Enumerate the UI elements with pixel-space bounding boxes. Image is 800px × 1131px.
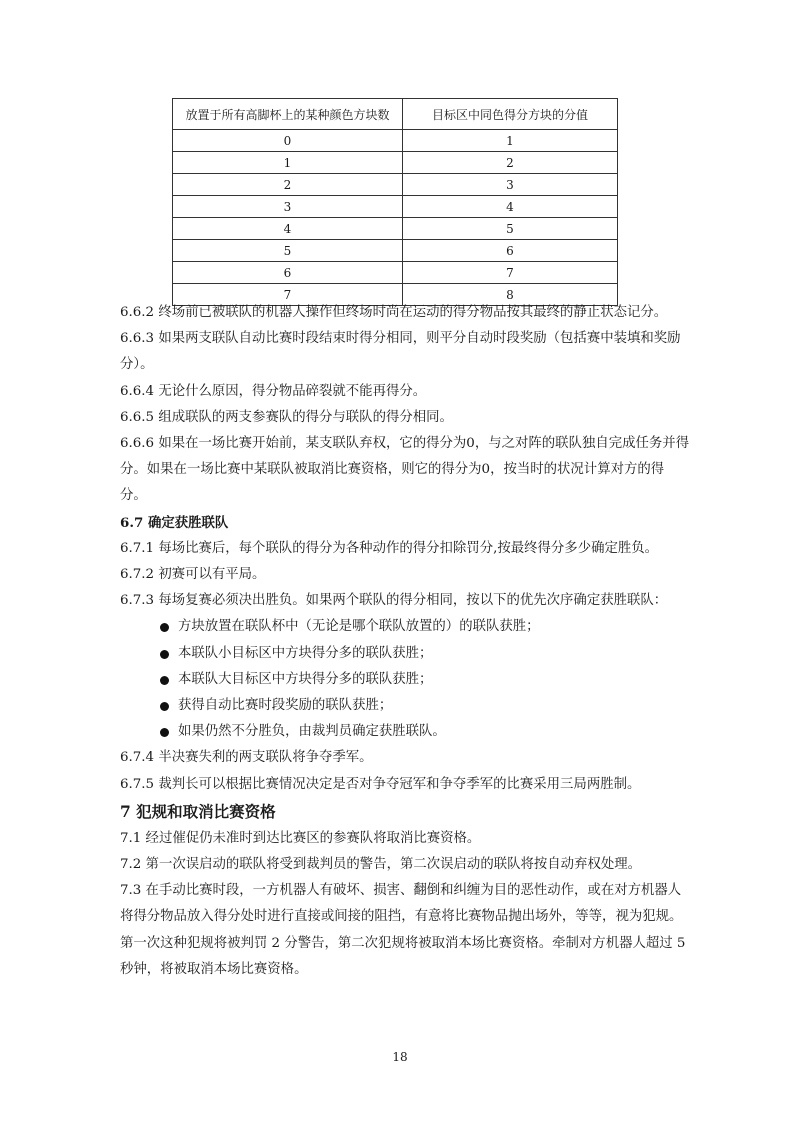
table-cell: 1 [403,130,618,152]
bullet-text: 方块放置在联队杯中（无论是哪个联队放置的）的联队获胜； [178,619,540,635]
paragraph-7-3: 7.3 在手动比赛时段，一方机器人有破坏、损害、翻倒和纠缠为目的恶性动作，或在对方机器人将得分物品放入得分处时进行直接或间接的阻挡，有意将比赛物品抛出场外，等等，视为犯规。第一次这种犯规将被判罚 2 分警告，第二次犯规将被取消本场比赛资格。牵制对方机器人超过 5 秒钟，将被取消本场比赛资格。 [120,883,686,977]
bullet-item [120,719,690,745]
body-text [120,300,690,983]
score-table [172,98,618,306]
bullet-item [120,667,690,693]
table-cell: 0 [173,130,403,152]
table-cell: 3 [403,174,618,196]
bullet-text: 获得自动比赛时段奖励的联队获胜； [178,698,393,714]
bullet-text: 本联队小目标区中方块得分多的联队获胜； [178,645,433,661]
paragraph-6-6-6: 6.6.6 如果在一场比赛开始前，某支联队弃权，它的得分为0，与之对阵的联队独自完成任务并得分。如果在一场比赛中某联队被取消比赛资格，则它的得分为0，按当时的状况计算对方的得分。 [120,436,690,504]
bullet-text: 如果仍然不分胜负，由裁判员确定获胜联队。 [178,724,446,740]
table-row [173,174,618,196]
table-cell: 8 [403,284,618,306]
paragraph-6-6-4: 6.6.4 无论什么原因，得分物品碎裂就不能再得分。 [120,383,427,399]
table-cell: 5 [173,240,403,262]
table-cell: 3 [173,196,403,218]
bullet-item [120,614,690,640]
table-cell: 2 [403,152,618,174]
paragraph-6-7-4: 6.7.4 半决赛失利的两支联队将争夺季军。 [120,750,373,766]
paragraph-6-7-2: 6.7.2 初赛可以有平局。 [120,567,266,583]
table-header-cell: 放置于所有高脚杯上的某种颜色方块数 [173,99,403,130]
table-cell: 5 [403,218,618,240]
section-heading-6-7: 6.7 确定获胜联队 [120,514,229,531]
bullet-text: 本联队大目标区中方块得分多的联队获胜； [178,671,433,687]
table-row [173,130,618,152]
bullet-dot-icon [160,702,169,711]
table-cell: 4 [173,218,403,240]
table-cell: 4 [403,196,618,218]
chapter-heading-7: 7 犯规和取消比赛资格 [120,801,276,821]
paragraph-7-1: 7.1 经过催促仍未准时到达比赛区的参赛队将取消比赛资格。 [120,830,481,846]
table-cell: 2 [173,174,403,196]
table-row [173,152,618,174]
paragraph-6-7-3: 6.7.3 每场复赛必须决出胜负。如果两个联队的得分相同，按以下的优先次序确定获胜联队： [120,593,668,609]
table-header-row [173,99,618,130]
table-cell: 7 [173,284,403,306]
table-row [173,262,618,284]
paragraph-7-2: 7.2 第一次误启动的联队将受到裁判员的警告，第二次误启动的联队将按自动弃权处理。 [120,857,642,873]
paragraph-6-6-5: 6.6.5 组成联队的两支参赛队的得分与联队的得分相同。 [120,409,453,425]
table-cell: 6 [173,262,403,284]
bullet-item [120,641,690,667]
bullet-dot-icon [160,676,169,685]
page-number: 18 [392,1050,408,1064]
paragraph-6-6-2: 6.6.2 终场前已被联队的机器人操作但终场时尚在运动的得分物品按其最终的静止状态记分。 [120,305,668,320]
paragraph-6-6-3: 6.6.3 如果两支联队自动比赛时段结束时得分相同，则平分自动时段奖励（包括赛中装填和奖励分）。 [120,331,681,373]
table-row [173,196,618,218]
table-cell: 7 [403,262,618,284]
paragraph-6-7-5: 6.7.5 裁判长可以根据比赛情况决定是否对争夺冠军和争夺季军的比赛采用三局两胜制。 [120,776,641,792]
bullet-dot-icon [160,650,169,659]
paragraph-6-7-1: 6.7.1 每场比赛后，每个联队的得分为各种动作的得分扣除罚分,按最终得分多少确定胜负。 [120,540,659,556]
table-cell: 6 [403,240,618,262]
table-row [173,218,618,240]
bullet-item [120,693,690,719]
table-row [173,240,618,262]
table-cell: 1 [173,152,403,174]
table-header-cell: 目标区中同色得分方块的分值 [403,99,618,130]
